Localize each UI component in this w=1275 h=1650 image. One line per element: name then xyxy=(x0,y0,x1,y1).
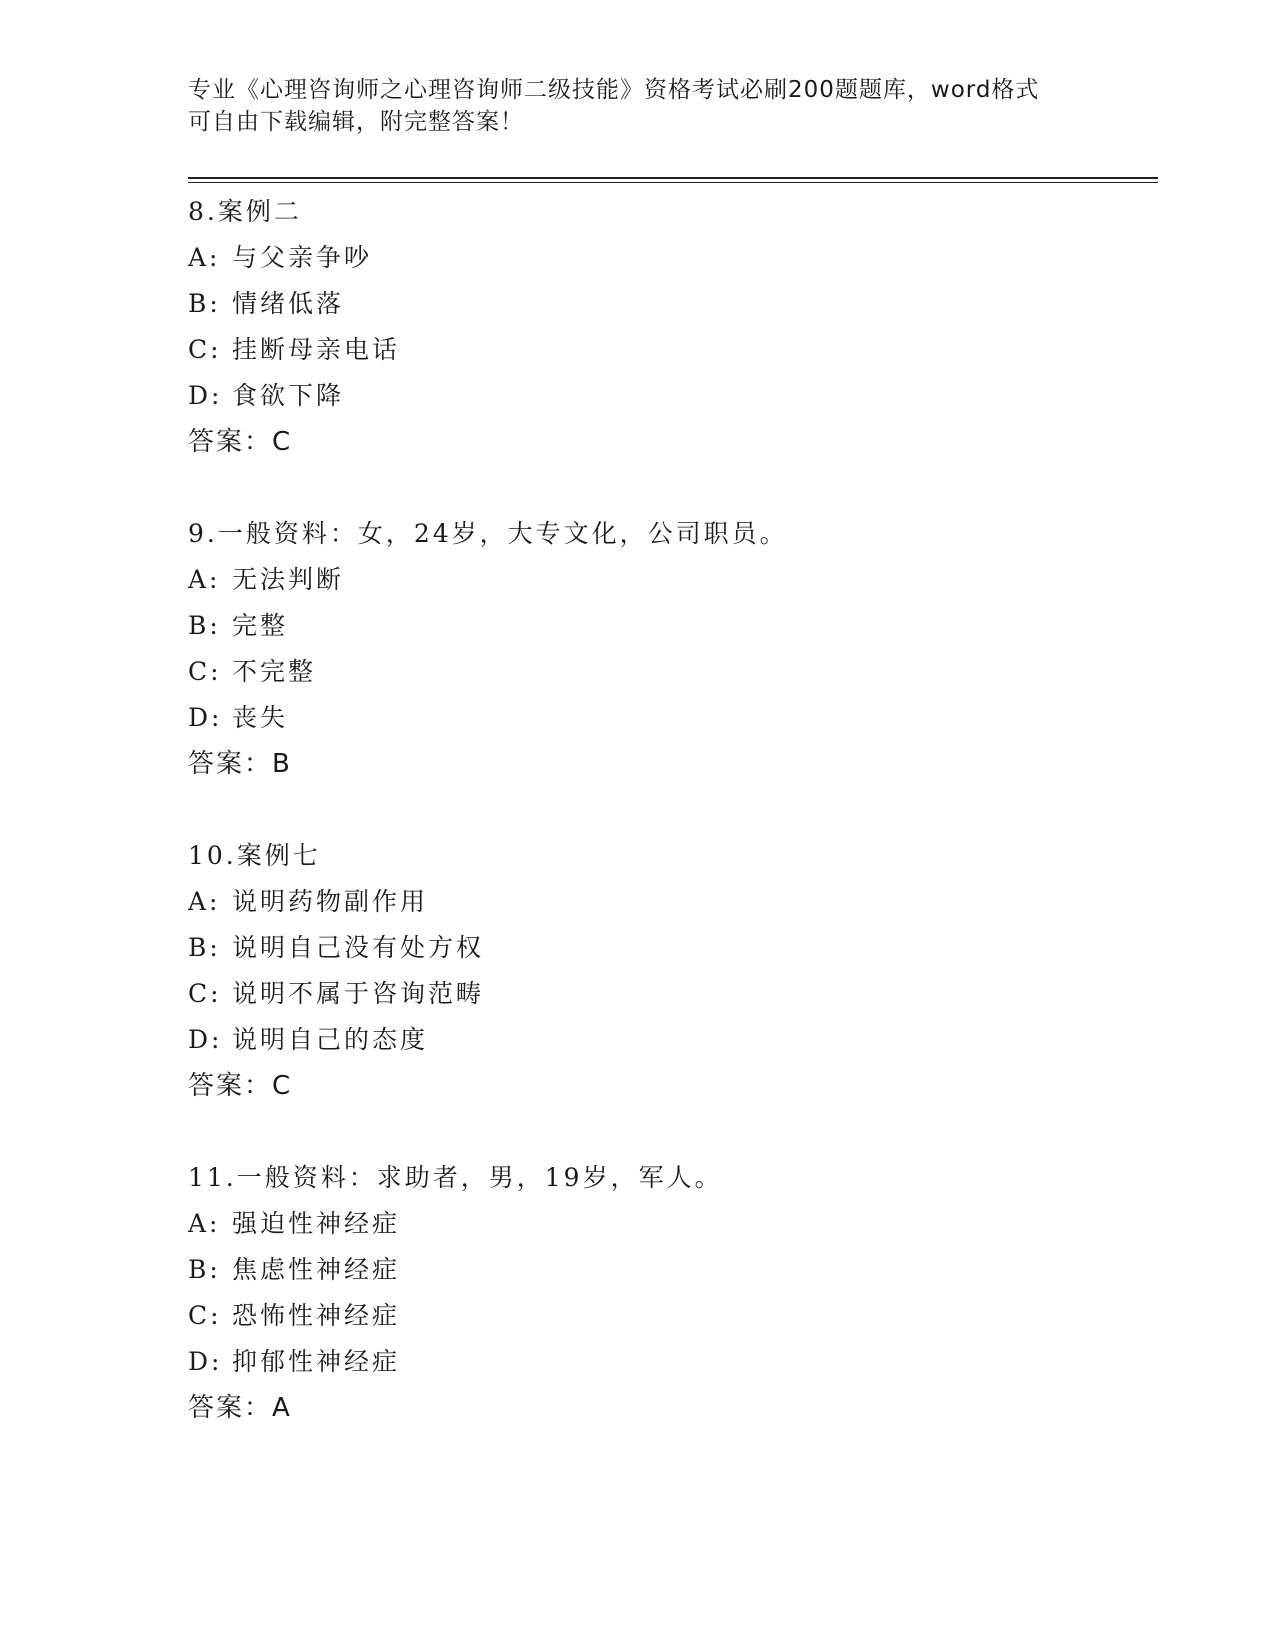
option-d xyxy=(188,695,1158,741)
option-letter: C: xyxy=(188,657,222,686)
option-letter: C: xyxy=(188,1301,222,1330)
option-c xyxy=(188,327,1158,373)
option-text: 情绪低落 xyxy=(232,289,345,318)
option-text: 恐怖性神经症 xyxy=(232,1301,401,1330)
option-letter: D: xyxy=(188,1347,223,1376)
header-line-2: 可自由下载编辑，附完整答案！ xyxy=(188,109,524,135)
answer-line: 答案：B xyxy=(188,749,292,779)
option-text: 焦虑性神经症 xyxy=(232,1255,401,1284)
header-divider-thick xyxy=(188,177,1158,179)
answer-line: 答案：C xyxy=(188,427,293,457)
answer-line: 答案：C xyxy=(188,1071,293,1101)
option-text: 抑郁性神经症 xyxy=(232,1347,401,1376)
question-item xyxy=(188,833,1158,1109)
option-letter: A: xyxy=(188,243,221,272)
option-d xyxy=(188,373,1158,419)
question-stem: 11.一般资料：求助者，男，19岁，军人。 xyxy=(188,1163,723,1192)
option-a xyxy=(188,235,1158,281)
answer-line: 答案：A xyxy=(188,1393,292,1423)
option-d xyxy=(188,1339,1158,1385)
option-letter: B: xyxy=(188,933,221,962)
question-stem: 8.案例二 xyxy=(188,197,302,226)
option-b xyxy=(188,603,1158,649)
option-letter: D: xyxy=(188,1025,223,1054)
option-text: 说明药物副作用 xyxy=(232,887,429,916)
option-text: 与父亲争吵 xyxy=(232,243,373,272)
option-b xyxy=(188,281,1158,327)
option-letter: D: xyxy=(188,703,223,732)
option-letter: A: xyxy=(188,887,221,916)
option-b xyxy=(188,925,1158,971)
option-d xyxy=(188,1017,1158,1063)
question-item xyxy=(188,511,1158,787)
question-item xyxy=(188,1155,1158,1431)
option-text: 挂断母亲电话 xyxy=(232,335,401,364)
question-item xyxy=(188,189,1158,465)
question-stem: 10.案例七 xyxy=(188,841,321,870)
option-letter: B: xyxy=(188,611,221,640)
header-line-1: 专业《心理咨询师之心理咨询师二级技能》资格考试必刷200题题库，word格式 xyxy=(188,77,1040,103)
option-text: 不完整 xyxy=(232,657,317,686)
option-b xyxy=(188,1247,1158,1293)
option-letter: C: xyxy=(188,979,222,1008)
option-letter: B: xyxy=(188,289,221,318)
option-text: 说明不属于咨询范畴 xyxy=(232,979,485,1008)
option-c xyxy=(188,971,1158,1017)
option-text: 无法判断 xyxy=(232,565,345,594)
header-divider-thin xyxy=(188,182,1158,183)
option-text: 丧失 xyxy=(232,703,289,732)
option-text: 说明自己的态度 xyxy=(232,1025,429,1054)
option-a xyxy=(188,557,1158,603)
option-text: 食欲下降 xyxy=(232,381,345,410)
option-a xyxy=(188,1201,1158,1247)
option-c xyxy=(188,1293,1158,1339)
option-c xyxy=(188,649,1158,695)
option-letter: B: xyxy=(188,1255,221,1284)
option-text: 说明自己没有处方权 xyxy=(232,933,485,962)
option-letter: D: xyxy=(188,381,223,410)
document-header xyxy=(188,74,1088,138)
option-letter: A: xyxy=(188,1209,221,1238)
option-text: 强迫性神经症 xyxy=(232,1209,401,1238)
option-letter: C: xyxy=(188,335,222,364)
option-a xyxy=(188,879,1158,925)
question-stem: 9.一般资料：女，24岁，大专文化，公司职员。 xyxy=(188,519,788,548)
option-letter: A: xyxy=(188,565,221,594)
question-list xyxy=(188,189,1158,1477)
option-text: 完整 xyxy=(232,611,289,640)
